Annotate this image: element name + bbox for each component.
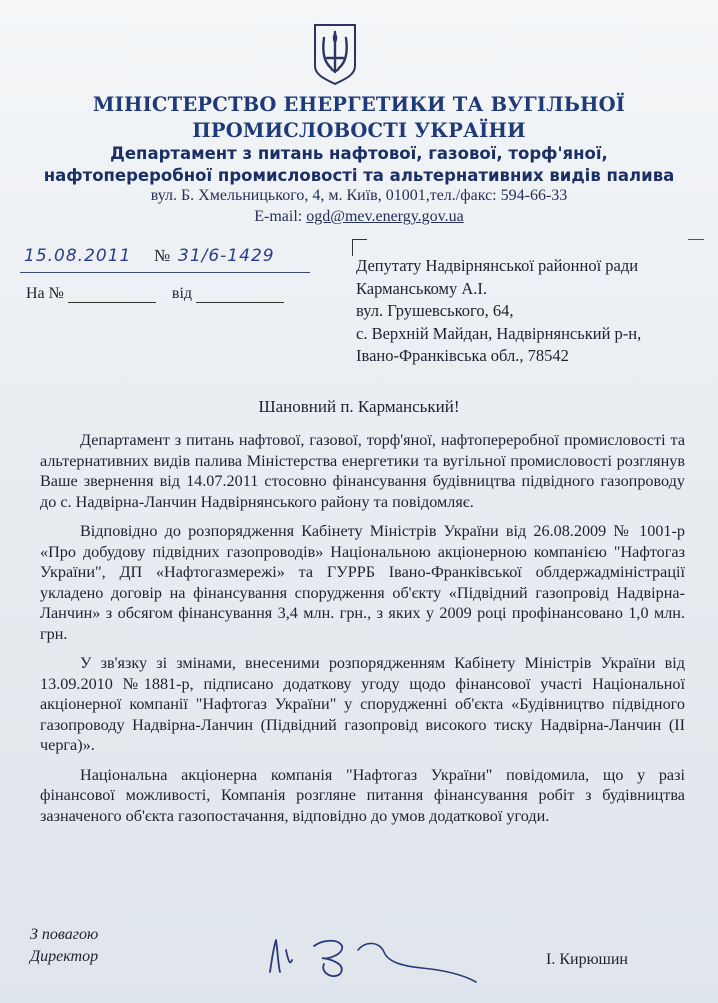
body-paragraph-4: Національна акціонерна компанія "Нафтогаз України" повідомила, що у разі фінансової можливості, Компанія розгляне питання фінансування робіт з будівництва зазначеного об'єкта газопостачання, відповідно до умов додаткової угоди. [40,765,685,825]
addressee-line5: Івано-Франківська обл., 78542 [356,346,569,365]
reference-number-label: На № [26,285,64,302]
closing-position: Директор [30,948,99,965]
outgoing-number-symbol: № [154,246,172,265]
department-address: вул. Б. Хмельницького, 4, м. Київ, 01001,тел./факс: 594-66-33 [150,187,568,204]
reference-date-label: від [171,285,193,302]
reference-date-blank [196,286,284,303]
ministry-title [0,92,718,144]
addressee-line1: Депутату Надвірнянської районної ради [356,256,639,275]
outgoing-number: 31/6-1429 [178,246,275,266]
salutation: Шановний п. Карманський! [258,397,460,416]
closing-regards: З повагою [30,926,99,943]
addressee-bracket-right [688,239,704,240]
trident-emblem-icon [312,22,358,86]
director-name: І. Кирюшин [546,951,628,968]
handwritten-signature [262,920,492,990]
department-title [0,143,718,187]
addressee-line4: с. Верхній Майдан, Надвірнянський р-н, [356,323,642,343]
department-email [0,207,718,227]
letter-body [40,430,685,835]
department-title-line1: Департамент з питань нафтової, газової, торф'яної, [110,144,608,163]
addressee-block [356,255,641,368]
ministry-title-line1: МІНІСТЕРСТВО ЕНЕРГЕТИКИ ТА ВУГІЛЬНОЇ [92,93,626,116]
email-link[interactable]: ogd@mev.energy.gov.ua [306,208,464,225]
incoming-reference [26,285,284,303]
body-paragraph-2: Відповідно до розпорядження Кабінету Міністрів України від 26.08.2009 № 1001-р «Про добудову підвідних газопроводів» Національною акціонерною компанією "Нафтогаз України", ДП «Нафтогазмережі» та ГУРРБ Івано-Франківської облдержадміністрації укладено договір на фінансування спорудження об'єкту «Підвідний газопровід Надвірна-Ланчин» з обсягом фінансування 3,4 млн. грн., з яких у 2009 році профінансовано 1,0 млн. грн. [40,522,685,643]
email-label: E-mail: [254,208,307,225]
reference-number-blank [68,286,156,303]
body-paragraph-1: Департамент з питань нафтової, газової, торф'яної, нафтопереробної промисловості та альтернативних видів палива Міністерства енергетики та вугільної промисловості розглянув Ваше звернення від 14.07.2011 стосовно фінансування будівництва підвідного газопроводу до с. Надвірна-Ланчин Надвірнянського району та повідомляє. [40,431,685,511]
addressee-bracket-left [352,239,367,256]
body-paragraph-3: У зв'язку зі змінами, внесеними розпорядженням Кабінету Міністрів України від 13.09.2010 №1881-р, підписано додаткову угоду щодо фінансової участі Національної акціонерної компанії "Нафтогаз України" у спорудженні об'єкта «Будівництво підвідного газопроводу Надвірна-Ланчин (Підвідний газопровід високого тиску Надвірна-Ланчин (ІІ черга)». [40,654,685,754]
addressee-line3: вул. Грушевського, 64, [356,301,514,320]
outgoing-date: 15.08.2011 [24,246,132,266]
addressee-line2: Карманському А.І. [356,278,488,298]
ministry-title-line2: ПРОМИСЛОВОСТІ УКРАЇНИ [192,119,526,142]
closing-block [30,924,98,968]
outgoing-registration [20,244,310,273]
department-title-line2: нафтопереробної промисловості та альтернативних видів палива [43,166,675,185]
